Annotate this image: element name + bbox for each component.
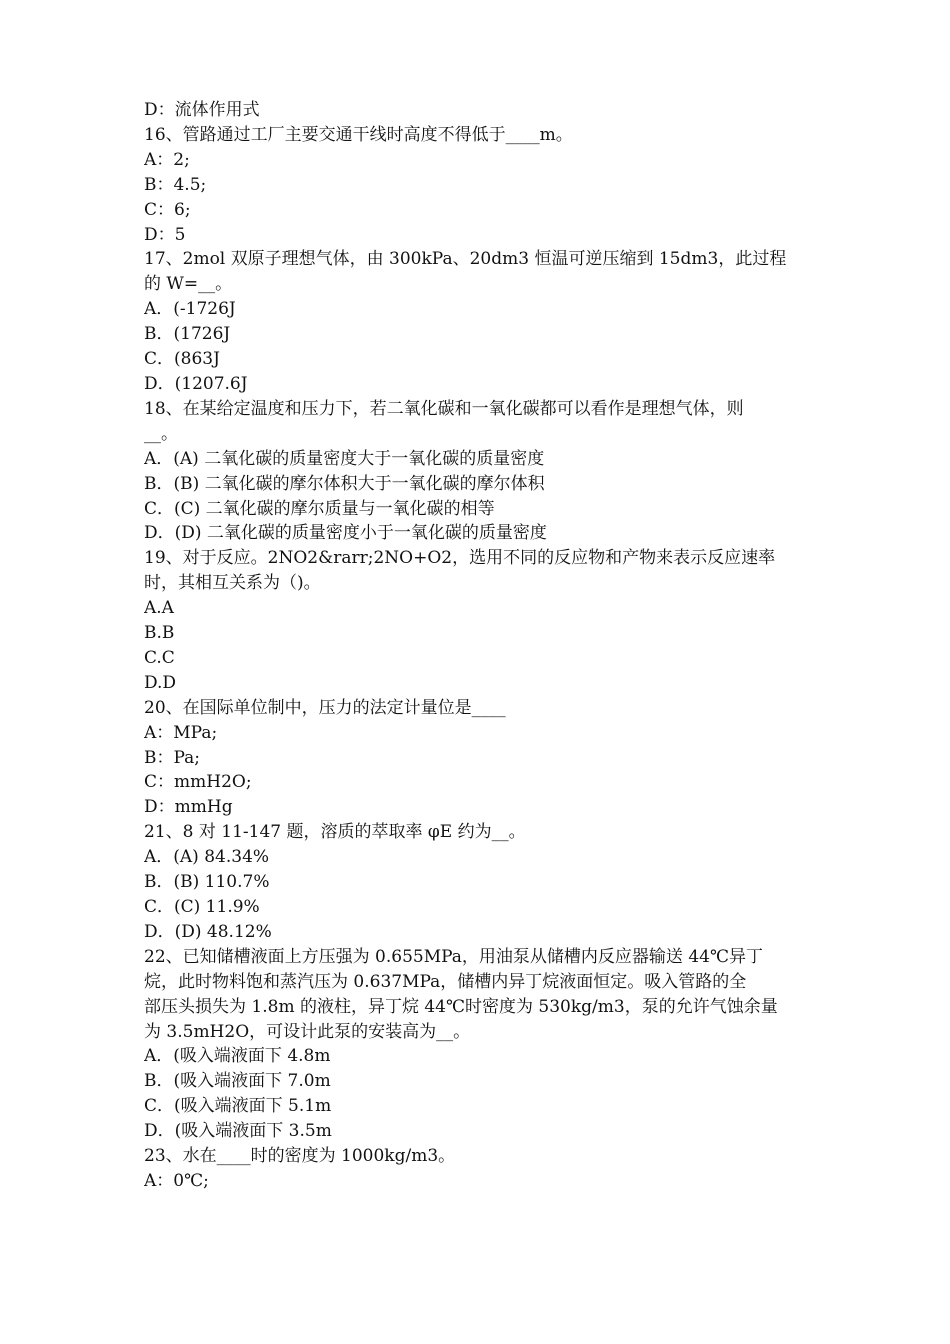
option-line: C.C	[144, 647, 175, 668]
document-body	[144, 98, 808, 1194]
option-line: A．(A) 二氧化碳的质量密度大于一氧化碳的质量密度	[144, 448, 545, 469]
option-line: D．(吸入端液面下 3.5m	[144, 1121, 332, 1142]
question-22-stem: 22、已知储槽液面上方压强为 0.655MPa，用油泵从储槽内反应器输送 44℃异丁	[144, 946, 763, 967]
option-line: B：4.5;	[144, 174, 207, 195]
option-line: C．(C) 二氧化碳的摩尔质量与一氧化碳的相等	[144, 498, 495, 519]
question-22-stem-continued: 烷，此时物料饱和蒸汽压为 0.637MPa，储槽内异丁烷液面恒定。吸入管路的全	[144, 971, 747, 992]
option-line: D．(D) 48.12%	[144, 921, 272, 942]
question-22-stem-continued: 部压头损失为 1.8m 的液柱，异丁烷 44℃时密度为 530kg/m3，泵的允许气蚀余量	[144, 996, 778, 1017]
question-18-stem: 18、在某给定温度和压力下，若二氧化碳和一氧化碳都可以看作是理想气体，则	[144, 398, 744, 419]
option-line: B．(吸入端液面下 7.0m	[144, 1071, 331, 1092]
question-19-stem-continued: 时，其相互关系为（)。	[144, 573, 321, 594]
question-23-stem: 23、水在____时的密度为 1000kg/m3。	[144, 1146, 456, 1167]
question-17-stem: 17、2mol 双原子理想气体，由 300kPa、20dm3 恒温可逆压缩到 15dm3，此过程	[144, 249, 787, 270]
question-21-stem: 21、8 对 11-147 题，溶质的萃取率 φE 约为__。	[144, 822, 526, 843]
option-line: A：MPa;	[144, 722, 218, 743]
option-line: A：2;	[144, 149, 190, 170]
option-line: A．(A) 84.34%	[144, 847, 270, 868]
option-line: C．(863J	[144, 349, 220, 370]
text-line: D：流体作用式	[144, 100, 260, 120]
option-line: B．(1726J	[144, 324, 231, 345]
question-18-stem-continued: __。	[144, 423, 178, 444]
option-line: D．(1207.6J	[144, 373, 248, 394]
option-line: A.A	[144, 598, 174, 619]
option-line: B．(B) 二氧化碳的摩尔体积大于一氧化碳的摩尔体积	[144, 473, 545, 494]
question-16-stem: 16、管路通过工厂主要交通干线时高度不得低于____m。	[144, 124, 573, 145]
option-line: A：0℃;	[144, 1170, 209, 1191]
question-22-stem-continued: 为 3.5mH2O，可设计此泵的安装高为__。	[144, 1021, 471, 1042]
option-line: D：mmHg	[144, 797, 233, 818]
option-line: C．(吸入端液面下 5.1m	[144, 1096, 332, 1117]
question-19-stem: 19、对于反应。2NO2&rarr;2NO+O2，选用不同的反应物和产物来表示反应速率	[144, 548, 776, 569]
question-17-stem-continued: 的 W=__。	[144, 274, 233, 295]
option-line: D：5	[144, 224, 186, 245]
option-line: B.B	[144, 623, 175, 644]
option-line: B．(B) 110.7%	[144, 872, 270, 893]
option-line: B：Pa;	[144, 747, 201, 768]
option-line: A．(-1726J	[144, 299, 236, 320]
question-20-stem: 20、在国际单位制中，压力的法定计量位是____	[144, 697, 506, 718]
option-line: A．(吸入端液面下 4.8m	[144, 1046, 331, 1067]
option-line: C：mmH2O;	[144, 772, 252, 793]
option-line: D.D	[144, 672, 177, 693]
option-line: C：6;	[144, 199, 191, 220]
option-line: D．(D) 二氧化碳的质量密度小于一氧化碳的质量密度	[144, 523, 547, 544]
option-line: C．(C) 11.9%	[144, 897, 260, 917]
